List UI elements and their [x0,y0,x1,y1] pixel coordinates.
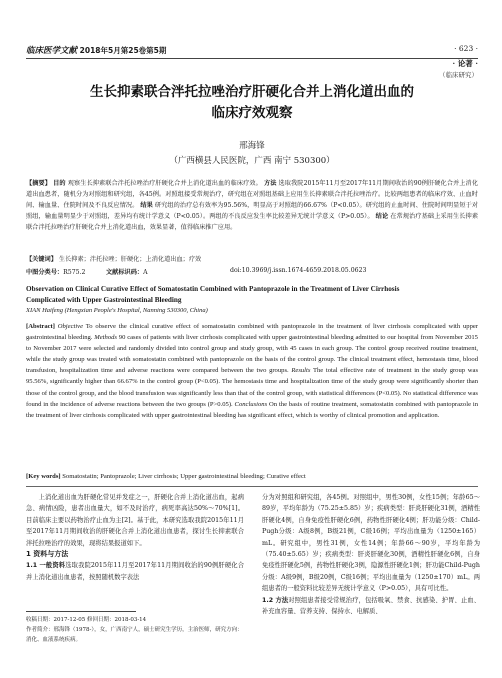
keywords-label: 【关键词】 [26,256,57,263]
en-objective-text: To observe the clinical curative effect of somatostatin combined with pantoprazole in the treatment of liver cirrhosis complicated with upper gastrointestinal bleeding. [26,323,478,342]
body-left-column [26,492,244,583]
en-objective-label: Objective [57,323,84,330]
methods-text: 选取我院2015年11月至2017年11月期间收治的90例肝硬化合并上消化道出血患者，随机分为对照组和研究组，各45例。对照组接受常规治疗，研究组在对照组基础上应用生长抑素联合泮托拉唑治疗。比较两组患者的临床疗效、止血时间、输血量、住院时间及不良反应情况。 [26,180,479,209]
abstract-label: 【摘要】 [26,180,52,187]
conclusion-label: 结论 [375,213,389,220]
conclusion-text: 在常规治疗基础上采用生长抑素联合泮托拉唑治疗肝硬化合并上消化道出血，效果显著，值得临床推广应用。 [26,213,479,231]
chinese-keywords [26,254,478,263]
article-title-line2: 临床疗效观察 [211,105,293,121]
results-text: 研究组的治疗总有效率为95.56%，明显高于对照组的66.67%（P<0.05）。研究组的止血时间、住院时间明显短于对照组，输血量明显少于对照组，差异均有统计学意义（P<0.05）。两组的不良反应发生率比较差异无统计学意义（P>0.05）。 [26,202,479,220]
section-1-2-text: 对照组患者接受常规治疗，包括吸氧、禁食、抗感染、护胃、止血、补充血容量、营养支持、保持水、电解质、 [262,596,481,616]
column-label: （临床研究） [439,71,478,79]
english-keywords [26,473,478,480]
english-title-line1: Observation on Clinical Curative Effect of Somatostatin Combined with Pantoprazole in the Treatment of Liver Cirrhosis [26,285,400,293]
journal-header [26,44,478,58]
intro-paragraph: 上消化道出血为肝硬化常见并发症之一，肝硬化合并上消化道出血，起病急、病情凶险，患者出血量大，如不及时治疗，病死率高达50%～70%[1]。目前临床主要以药物治疗止血为主[2]。基于此，本研究选取我院2015年11月至2017年11月期间收治的肝硬化合并上消化道出血患者，探讨生长抑素联合泮托拉唑治疗的效果，现将结果报道如下。 [26,494,244,547]
section-1-1-heading: 1.1 一般资料 [26,562,66,570]
results-label: 结果 [140,202,153,209]
methods-label: 方法 [263,180,277,187]
en-keywords-text: Somatostatin; Pantoprazole; Liver cirrhosis; Upper gastrointestinal bleeding; Curative effect [62,473,306,480]
objective-text: 观察生长抑素联合泮托拉唑治疗肝硬化合并上消化道出血的临床疗效。 [67,180,262,187]
body-right-column [262,492,480,617]
en-conclusions-label: Conclusions [234,400,268,408]
section-1-1-paragraph [26,560,244,583]
page-number: · 623 · [454,44,478,53]
doc-code-entry: 文献标识码：A [106,269,148,276]
journal-info [26,44,166,56]
objective-label: 目的 [53,180,66,187]
en-methods-text: 90 cases of patients with liver cirrhosis complicated with upper gastrointestinal bleeding admitted to our hospital from November 2015 to November 2017 were selected and randomly divided into control group and study group, with 45 cases in each group. The control group received routine treatment, while the study group was treated with somatostatin combined with pantoprazole on the basis of the control group. The clinical treatment effect, hemostasis time, blood transfusion, hospitalization time and adverse reactions were compared between the two groups. [26,334,478,375]
section-label: · 论著 · [452,59,478,68]
received-dates: 收稿日期：2017-12-05 修回日期：2018-03-14 [26,617,147,623]
en-abstract-label: [Abstract] [26,323,55,330]
right-column-paragraph: 分为对照组和研究组，各45例。对照组中，男性30例，女性15例；年龄65～89岁，平均年龄为（75.25±5.85）岁；疾病类型：肝炎肝硬化31例，酒精性肝硬化4例，自身免疫性肝硬化6例，药物性肝硬化4例；肝功能分级：Child-Pugh分级：A级8例，B级21例，C级16例；平均出血量为（1250±165）mL。研究组中，男性31例，女性14例；年龄66～90岁，平均年龄为（75.40±5.65）岁；疾病类型：肝炎肝硬化30例，酒精性肝硬化6例，自身免疫性肝硬化5例，药物性肝硬化3例，隐源性肝硬化1例；肝功能Child-Pugh分级：A级9例，B级20例，C级16例；平均出血量为（1250±170）mL。两组患者的一般资料比较差异无统计学意义（P>0.05），具有可比性。 [262,494,480,593]
abstract-separator [26,486,478,487]
chinese-abstract [26,178,478,233]
en-results-text: The total effective rate of treatment in the study group was 95.56%, significantly higher than 66.67% in the control group (P<0.05). The hemostasis time and hospitalization time of the study group were significantly shorter than those of the control group, and the blood transfusion was significantly less than that of the control group, with statistical differences (P<0.05). No statistical difference was found in the incidence of adverse reactions between the two groups (P>0.05). [26,367,479,408]
author-affiliation: （广西横县人民医院，广西 南宁 530300） [169,156,335,166]
footnote-rule [26,611,136,612]
author-bio: 作者简介：邢海锋（1978-），女，广西南宁人，硕士研究生学历，主治医师，研究方向：消化、血液系统疾病。 [26,627,243,643]
english-title-line2: Complicated with Upper Gastrointestinal Bleeding [26,296,182,304]
keywords-text: 生长抑素；泮托拉唑；肝硬化；上消化道出血；疗效 [58,256,202,263]
english-author: XIAN Haifeng (Hengxian People's Hospital, Nanning 530300, China) [26,307,208,314]
journal-name: 临床医学文献 [26,46,78,56]
footnote [26,615,244,645]
en-results-label: Results [291,367,311,375]
english-title [26,284,478,306]
section-1-heading: 1 资料与方法 [26,550,69,559]
article-title-line1: 生长抑素联合泮托拉唑治疗肝硬化合并上消化道出血的 [90,84,414,100]
doi-entry: doi:10.3969/j.issn.1674-4659.2018.05.0623 [230,267,367,274]
clc-entry: 中图分类号：R575.2 [26,269,86,276]
issue-info: 2018年5月第25卷第5期 [79,46,167,55]
en-keywords-label: [Key words] [26,473,61,480]
english-abstract [26,321,478,421]
author-name: 邢海锋 [239,141,265,151]
en-methods-label: Methods [94,334,117,342]
en-conclusions-text: On the basis of routine treatment, somatostatin combined with pantoprazole in the treatment of liver cirrhosis complicated with upper gastrointestinal bleeding has significant effect, which is worthy of clinical promotion and application. [26,400,478,419]
section-1-2-paragraph [262,595,480,618]
header-rule [26,58,478,59]
section-1-2-heading: 1.2 方法 [262,596,289,604]
section-1-1-text: 选取我院2015年11月至2017年11月期间收治的90例肝硬化合并上消化道出血患者，按照随机数字表法 [26,562,244,581]
